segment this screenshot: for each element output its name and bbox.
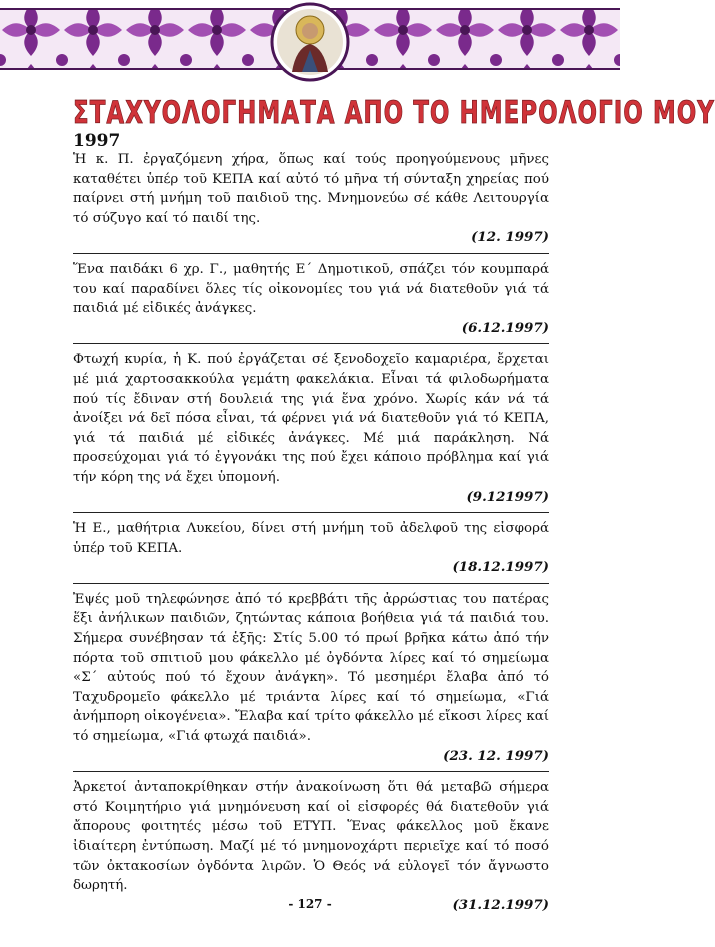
page-number: - 127 -	[288, 897, 332, 911]
entry-date: (6.12.1997)	[461, 319, 549, 336]
divider	[73, 343, 549, 344]
saint-icon	[272, 4, 348, 80]
divider	[73, 512, 549, 513]
year-heading: 1997	[73, 131, 121, 151]
page-title: ΣΤΑΧΥΟΛΟΓΗΜΑΤΑ ΑΠΟ ΤΟ ΗΜΕΡΟΛΟΓΙΟ ΜΟΥ	[73, 96, 715, 132]
entry-date: (18.12.1997)	[452, 559, 549, 576]
entry-date: (9.121997)	[466, 488, 549, 505]
divider	[73, 253, 549, 254]
divider	[73, 771, 549, 772]
entry-text: Ἕνα παιδάκι 6 χρ. Γ., μαθητής Ε΄ Δημοτικοῦ, σπάζει τόν κουμπαρά του καί παραδίνει ὅλες τίς οἰκονομίες του γιά νά διατεθοῦν γιά τά παιδιά μέ εἰδικές ἀνάγκες.	[73, 261, 549, 317]
diary-entries	[73, 150, 549, 915]
entry-date: (31.12.1997)	[452, 896, 549, 913]
entry-text: Ἀρκετοί ἀνταποκρίθηκαν στήν ἀνακοίνωση ὅτι θά μεταβῶ σήμερα στό Κοιμητήριο γιά μνημόνευση καί οἱ εἰσφορές θά διατεθοῦν γιά ἄπορους φοιτητές μέσω τοῦ ΕΤΥΠ. Ἕνας φάκελλος μοῦ ἔκανε ἰδιαίτερη ἐντύπωση. Μαζί μέ τό μνημονοχάρτι περιεῖχε καί τό ποσό τῶν ὀκτακοσίων ὀγδόντα λιρῶν. Ὁ Θεός νά εὐλογεῖ τόν ἄγνωστο δωρητή.	[73, 780, 549, 894]
ornamental-banner	[0, 0, 620, 90]
entry-text: Ἐψές μοῦ τηλεφώνησε ἀπό τό κρεββάτι τῆς ἀρρώστιας του πατέρας ἕξι ἀνήλικων παιδιῶν, ζητώντας κάποια βοήθεια γιά τά παιδιά του. Σήμερα συνέβησαν τά ἑξῆς: Στίς 5.00 τό πρωί βρῆκα κάτω ἀπό τήν πόρτα τοῦ σπιτιοῦ μου φάκελλο μέ ὀγδόντα λίρες καί τό σημείωμα «Σ΄ αὐτούς πού τό ἔχουν ἀνάγκη». Τό μεσημέρι ἔλαβα ἀπό τό Ταχυδρομεῖο φάκελλο μέ τριάντα λίρες καί τό σημείωμα, «Γιά ἀνήμπορη οἰκογένεια». Ἔλαβα καί τρίτο φάκελλο μέ εἴκοσι λίρες καί τό σημείωμα, «Γιά φτωχά παιδιά».	[73, 591, 549, 745]
divider	[73, 583, 549, 584]
entry-text: Φτωχή κυρία, ἡ Κ. πού ἐργάζεται σέ ξενοδοχεῖο καμαριέρα, ἔρχεται μέ μιά χαρτοσακκούλα γεμάτη φακελάκια. Εἶναι τά φιλοδωρήματα πού τίς ἔδιναν στή δουλειά της γιά ἕνα χρόνο. Χωρίς κάν νά τά ἀνοίξει νά δεῖ πόσα εἶναι, τά φέρνει γιά νά διατεθοῦν γιά τό ΚΕΠΑ, γιά τά παιδιά μέ εἰδικές ἀνάγκες. Μέ μιά παράκληση. Νά προσεύχομαι γιά τό ἐγγονάκι της πού ἔχει κάποιο πρόβλημα καί γιά τήν κόρη της νά ἔχει ὑπομονή.	[73, 352, 549, 485]
entry-date: (23. 12. 1997)	[443, 747, 549, 764]
entry-text: Ἡ Ε., μαθήτρια Λυκείου, δίνει στή μνήμη τοῦ ἀδελφοῦ της εἰσφορά ὑπέρ τοῦ ΚΕΠΑ.	[73, 521, 549, 556]
entry-text: Ἡ κ. Π. ἐργαζόμενη χήρα, ὅπως καί τούς προηγούμενους μῆνες καταθέτει ὑπέρ τοῦ ΚΕΠΑ καί αὐτό τό μῆνα τή σύνταξη χηρείας πού παίρνει στή μνήμη τοῦ παιδιοῦ της. Μνημονεύω σέ κάθε Λειτουργία τό σύζυγο καί τό παιδί της.	[73, 152, 549, 226]
entry-date: (12. 1997)	[471, 229, 549, 246]
